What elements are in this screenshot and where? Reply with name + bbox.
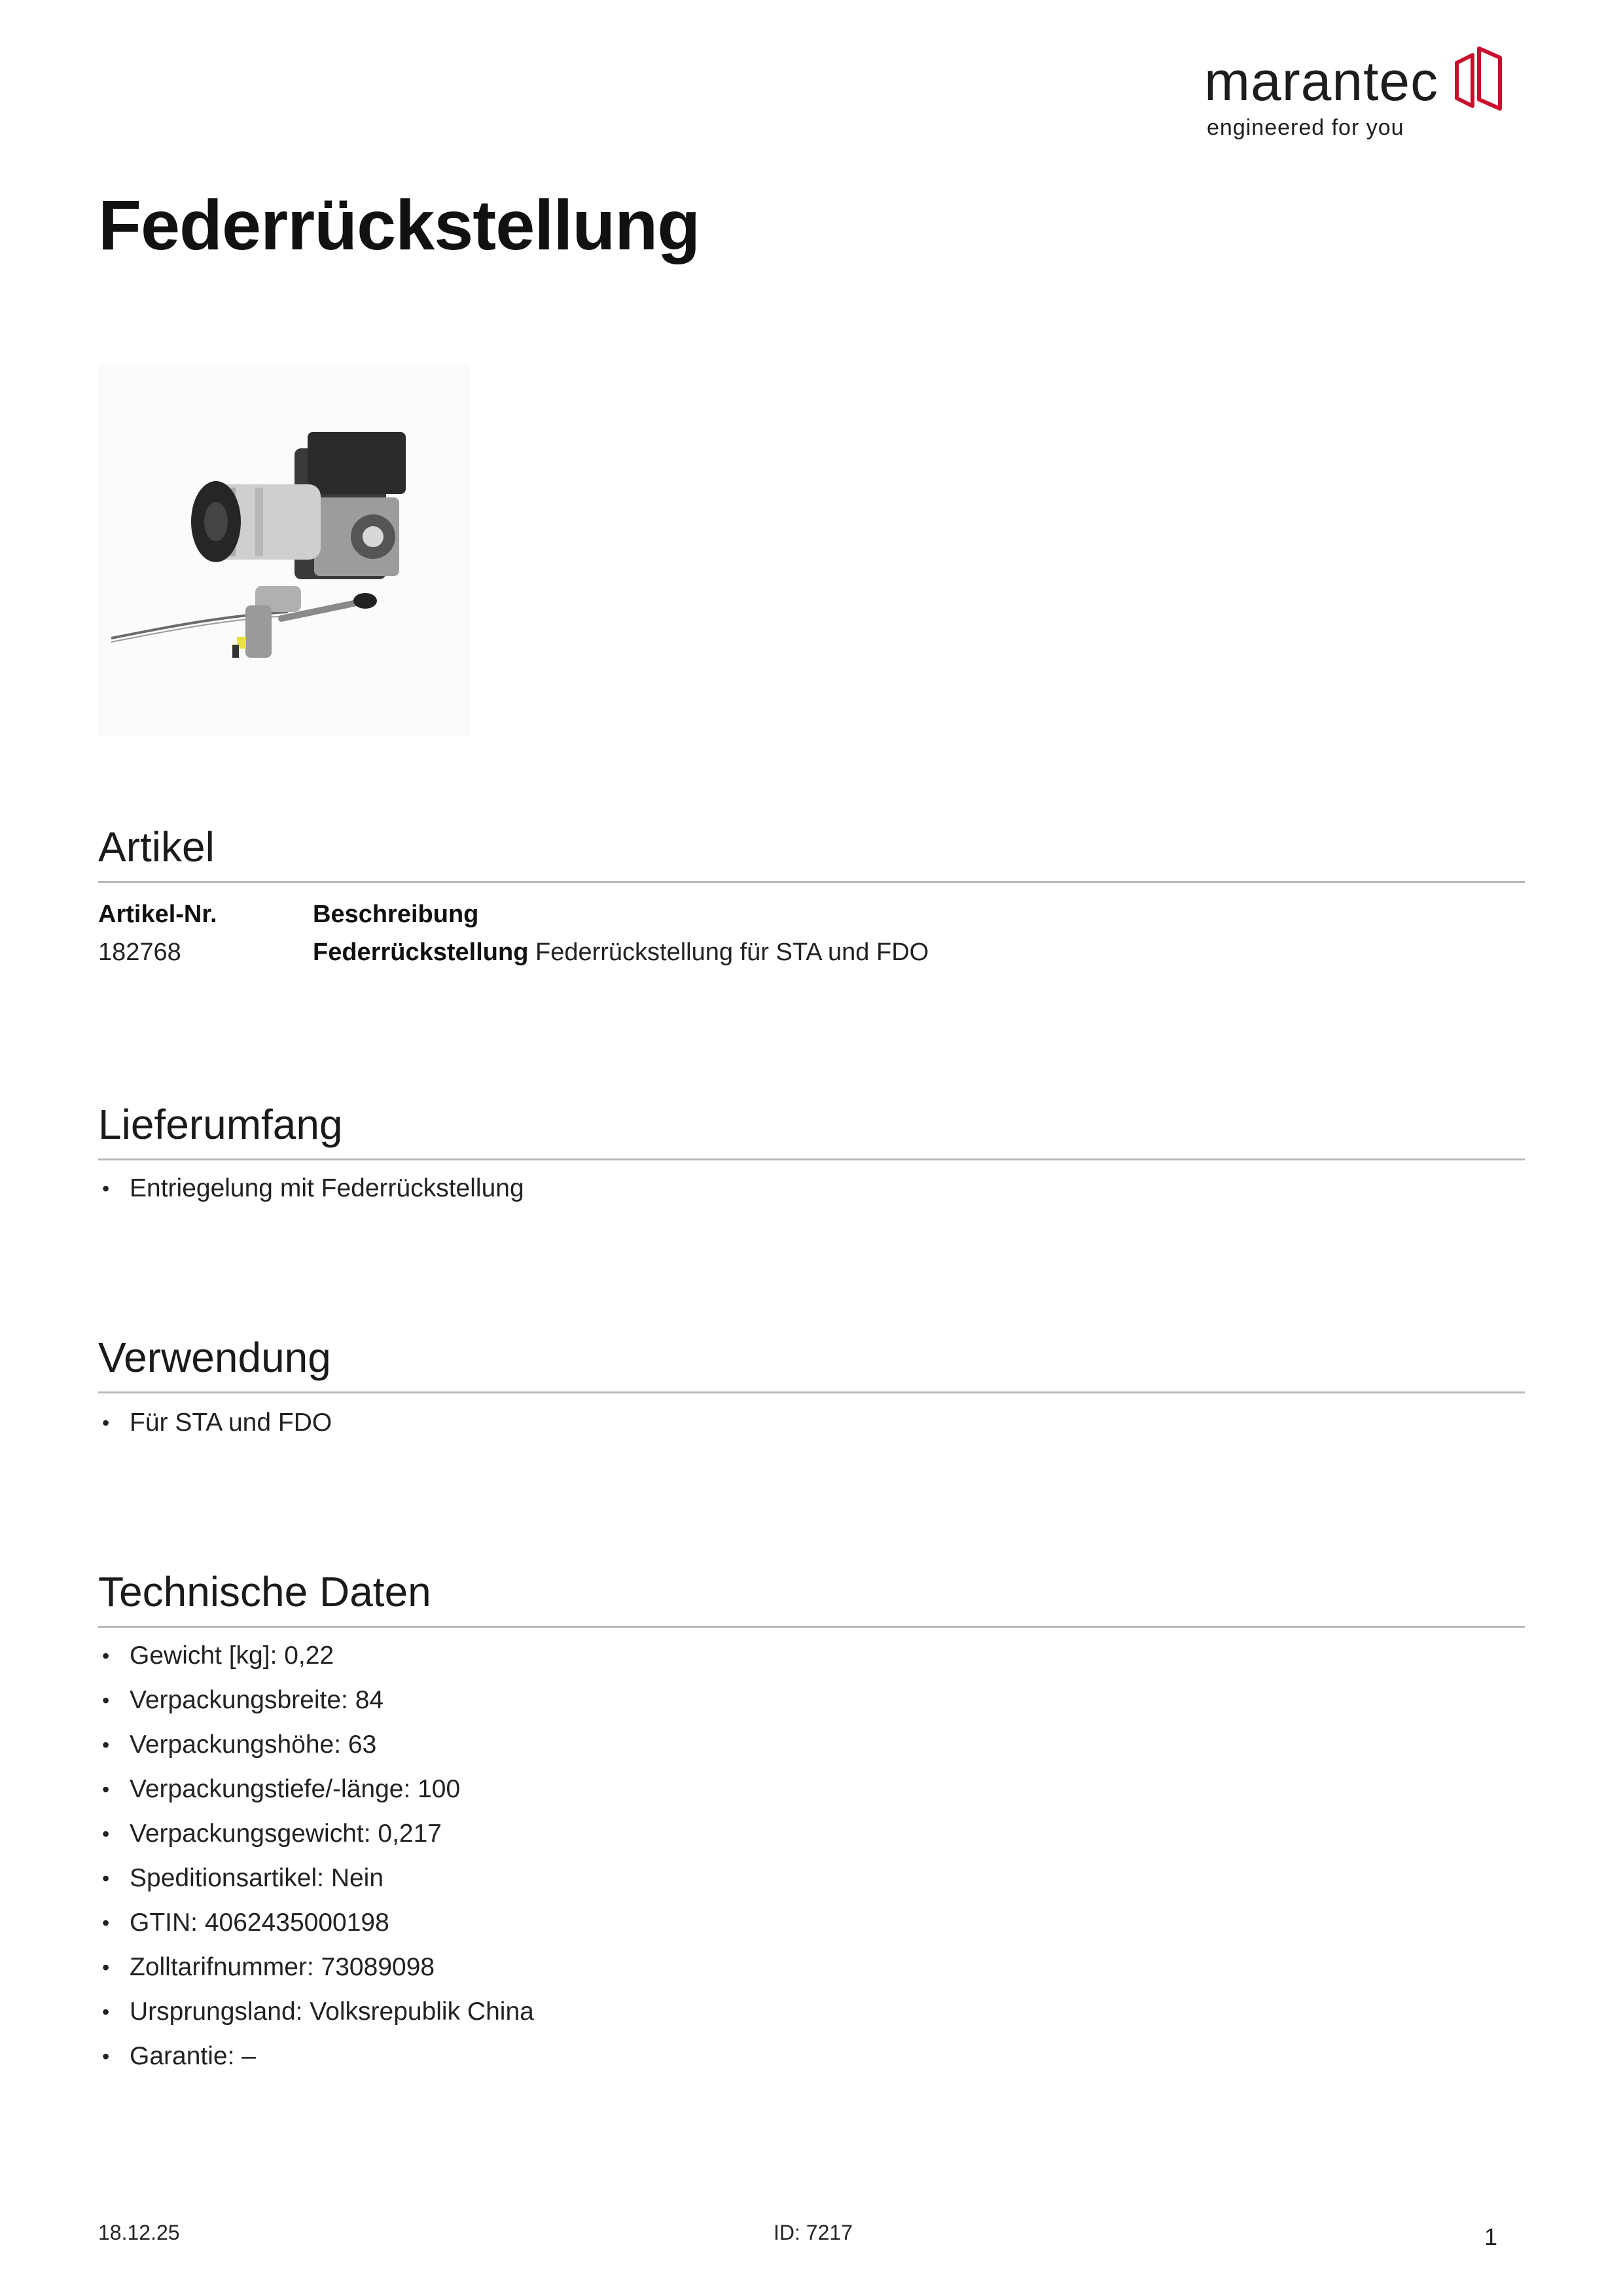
- column-header-artikel-nr: Artikel-Nr.: [98, 901, 217, 928]
- list-item: • Verpackungstiefe/-länge: 100: [98, 1767, 534, 1812]
- footer-id: ID: 7217: [774, 2221, 853, 2244]
- section-heading-lieferumfang: Lieferumfang: [98, 1101, 343, 1148]
- logo-tagline: engineered for you: [1207, 115, 1404, 140]
- list-item: • GTIN: 4062435000198: [98, 1901, 534, 1945]
- list-item: • Garantie: –: [98, 2034, 534, 2079]
- page-title: Federrückstellung: [98, 185, 700, 264]
- list-item: • Verpackungshöhe: 63: [98, 1723, 534, 1767]
- artikel-nr-value: 182768: [98, 939, 181, 966]
- list-item: • Zolltarifnummer: 73089098: [98, 1945, 534, 1990]
- divider: [98, 1158, 1525, 1160]
- list-item: • Verpackungsbreite: 84: [98, 1678, 534, 1723]
- artikel-description-text: Federrückstellung für STA und FDO: [535, 939, 929, 966]
- divider: [98, 1391, 1525, 1393]
- divider: [98, 1626, 1525, 1628]
- column-header-beschreibung: Beschreibung: [313, 901, 479, 928]
- list-item: • Speditionsartikel: Nein: [98, 1856, 534, 1901]
- section-heading-artikel: Artikel: [98, 823, 215, 870]
- brand-logo: [1204, 41, 1505, 145]
- artikel-description: [313, 940, 929, 965]
- list-item: • Ursprungsland: Volksrepublik China: [98, 1990, 534, 2034]
- technische-daten-list: [98, 1634, 534, 2079]
- footer-date: 18.12.25: [98, 2221, 180, 2244]
- logo-wordmark: marantec: [1204, 50, 1439, 112]
- list-item: • Gewicht [kg]: 0,22: [98, 1634, 534, 1678]
- verwendung-list: [98, 1401, 332, 1445]
- list-item: • Entriegelung mit Federrückstellung: [98, 1166, 524, 1211]
- marantec-door-icon: [1453, 43, 1505, 115]
- product-image: [98, 363, 470, 736]
- artikel-description-name: Federrückstellung: [313, 939, 529, 966]
- divider: [98, 881, 1525, 883]
- lieferumfang-list: [98, 1166, 524, 1211]
- section-heading-verwendung: Verwendung: [98, 1334, 331, 1381]
- list-item: • Verpackungsgewicht: 0,217: [98, 1812, 534, 1856]
- page-number: 1: [1484, 2223, 1498, 2250]
- section-heading-technische-daten: Technische Daten: [98, 1568, 431, 1615]
- list-item: • Für STA und FDO: [98, 1401, 332, 1445]
